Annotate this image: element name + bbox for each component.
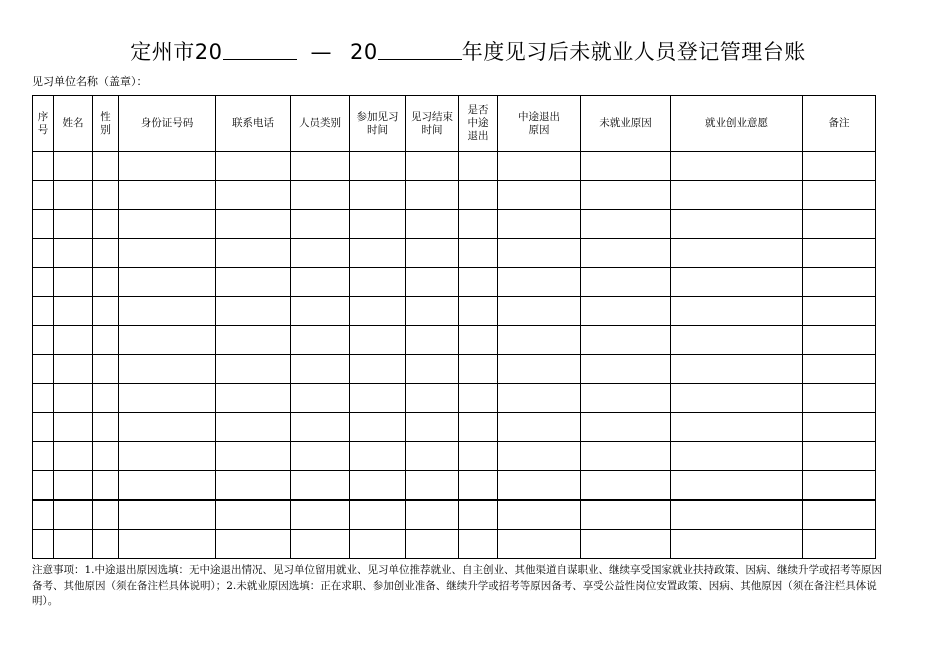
- table-cell[interactable]: [119, 297, 216, 326]
- table-cell[interactable]: [581, 181, 671, 210]
- table-cell[interactable]: [54, 152, 93, 181]
- table-cell[interactable]: [406, 442, 459, 471]
- table-cell[interactable]: [350, 384, 406, 413]
- table-cell[interactable]: [33, 210, 54, 239]
- table-row: [33, 500, 876, 530]
- table-cell[interactable]: [803, 210, 876, 239]
- table-cell[interactable]: [581, 355, 671, 384]
- table-cell[interactable]: [119, 530, 216, 559]
- table-cell[interactable]: [671, 413, 803, 442]
- title-dash: —: [310, 40, 332, 64]
- table-cell[interactable]: [803, 297, 876, 326]
- table-cell[interactable]: [291, 355, 350, 384]
- table-cell[interactable]: [406, 471, 459, 501]
- table-cell[interactable]: [671, 326, 803, 355]
- table-cell[interactable]: [119, 384, 216, 413]
- table-cell[interactable]: [406, 413, 459, 442]
- table-cell[interactable]: [54, 500, 93, 530]
- table-cell[interactable]: [33, 268, 54, 297]
- table-cell[interactable]: [119, 326, 216, 355]
- table-cell[interactable]: [803, 500, 876, 530]
- table-cell[interactable]: [216, 297, 291, 326]
- table-cell[interactable]: [406, 152, 459, 181]
- table-cell[interactable]: [291, 530, 350, 559]
- table-cell[interactable]: [54, 181, 93, 210]
- table-cell[interactable]: [350, 413, 406, 442]
- table-cell[interactable]: [671, 530, 803, 559]
- table-cell[interactable]: [119, 500, 216, 530]
- table-cell[interactable]: [406, 500, 459, 530]
- table-cell[interactable]: [54, 384, 93, 413]
- table-cell[interactable]: [93, 297, 119, 326]
- table-cell[interactable]: [498, 239, 581, 268]
- table-cell[interactable]: [350, 268, 406, 297]
- header-end-time: 见习结束时间: [406, 96, 459, 152]
- table-cell[interactable]: [93, 152, 119, 181]
- table-cell[interactable]: [54, 530, 93, 559]
- table-cell[interactable]: [803, 268, 876, 297]
- table-cell[interactable]: [350, 210, 406, 239]
- table-cell[interactable]: [54, 239, 93, 268]
- table-cell[interactable]: [93, 500, 119, 530]
- table-cell[interactable]: [216, 326, 291, 355]
- table-cell[interactable]: [216, 500, 291, 530]
- table-cell[interactable]: [406, 384, 459, 413]
- table-cell[interactable]: [459, 530, 498, 559]
- table-cell[interactable]: [33, 384, 54, 413]
- table-cell[interactable]: [581, 413, 671, 442]
- table-cell[interactable]: [93, 210, 119, 239]
- table-cell[interactable]: [581, 442, 671, 471]
- table-cell[interactable]: [671, 210, 803, 239]
- header-unemployed-reason: 未就业原因: [581, 96, 671, 152]
- table-cell[interactable]: [803, 413, 876, 442]
- table-row: [33, 152, 876, 181]
- table-cell[interactable]: [119, 355, 216, 384]
- table-cell[interactable]: [291, 152, 350, 181]
- table-cell[interactable]: [54, 326, 93, 355]
- table-cell[interactable]: [350, 355, 406, 384]
- table-cell[interactable]: [803, 181, 876, 210]
- table-cell[interactable]: [216, 384, 291, 413]
- table-cell[interactable]: [54, 210, 93, 239]
- table-cell[interactable]: [581, 210, 671, 239]
- table-row: [33, 413, 876, 442]
- table-cell[interactable]: [671, 239, 803, 268]
- table-cell[interactable]: [671, 268, 803, 297]
- table-cell[interactable]: [350, 239, 406, 268]
- table-cell[interactable]: [119, 471, 216, 501]
- table-cell[interactable]: [671, 500, 803, 530]
- table-row: [33, 297, 876, 326]
- table-cell[interactable]: [498, 297, 581, 326]
- table-cell[interactable]: [93, 268, 119, 297]
- table-cell[interactable]: [119, 268, 216, 297]
- table-cell[interactable]: [498, 500, 581, 530]
- table-cell[interactable]: [406, 326, 459, 355]
- table-cell[interactable]: [406, 297, 459, 326]
- table-cell[interactable]: [459, 413, 498, 442]
- table-cell[interactable]: [803, 355, 876, 384]
- table-cell[interactable]: [350, 471, 406, 501]
- table-cell[interactable]: [459, 297, 498, 326]
- table-cell[interactable]: [33, 471, 54, 501]
- table-cell[interactable]: [498, 442, 581, 471]
- header-seq: 序号: [33, 96, 54, 152]
- table-cell[interactable]: [216, 471, 291, 501]
- table-cell[interactable]: [350, 152, 406, 181]
- table-cell[interactable]: [216, 530, 291, 559]
- table-cell[interactable]: [93, 384, 119, 413]
- table-cell[interactable]: [581, 239, 671, 268]
- table-cell[interactable]: [54, 442, 93, 471]
- header-quit-reason: 中途退出原因: [498, 96, 581, 152]
- table-cell[interactable]: [216, 442, 291, 471]
- table-cell[interactable]: [291, 210, 350, 239]
- table-cell[interactable]: [581, 500, 671, 530]
- table-cell[interactable]: [119, 413, 216, 442]
- page-title: [0, 36, 936, 66]
- table-cell[interactable]: [216, 268, 291, 297]
- table-cell[interactable]: [119, 152, 216, 181]
- table-cell[interactable]: [803, 530, 876, 559]
- table-cell[interactable]: [216, 152, 291, 181]
- table-cell[interactable]: [93, 355, 119, 384]
- table-cell[interactable]: [459, 471, 498, 501]
- table-cell[interactable]: [33, 181, 54, 210]
- table-cell[interactable]: [498, 152, 581, 181]
- table-cell[interactable]: [498, 471, 581, 501]
- table-cell[interactable]: [119, 239, 216, 268]
- table-cell[interactable]: [498, 326, 581, 355]
- notes: 注意事项：1.中途退出原因选填：无中途退出情况、见习单位留用就业、见习单位推荐就业、自主创业、其他渠道自谋职业、继续享受国家就业扶持政策、因病、继续升学或招考等原因备考、其他原因（须在备注栏具体说明）；2.未就业原因选填：正在求职、参加创业准备、继续升学或招考等原因备考、享受公益性岗位安置政策、因病、其他原因（须在备注栏具体说明）。: [32, 564, 883, 607]
- table-cell[interactable]: [406, 530, 459, 559]
- table-cell[interactable]: [93, 442, 119, 471]
- table-cell[interactable]: [33, 355, 54, 384]
- table-cell[interactable]: [350, 297, 406, 326]
- table-row: [33, 326, 876, 355]
- table-cell[interactable]: [459, 152, 498, 181]
- table-cell[interactable]: [291, 268, 350, 297]
- table-cell[interactable]: [33, 442, 54, 471]
- table-row: [33, 268, 876, 297]
- table-cell[interactable]: [216, 239, 291, 268]
- table-cell[interactable]: [350, 442, 406, 471]
- table-row: [33, 530, 876, 559]
- table-cell[interactable]: [581, 268, 671, 297]
- table-cell[interactable]: [498, 181, 581, 210]
- table-row: [33, 384, 876, 413]
- table-cell[interactable]: [671, 442, 803, 471]
- table-cell[interactable]: [350, 500, 406, 530]
- table-cell[interactable]: [671, 471, 803, 501]
- table-cell[interactable]: [581, 530, 671, 559]
- table-cell[interactable]: [291, 413, 350, 442]
- table-cell[interactable]: [406, 210, 459, 239]
- table-cell[interactable]: [581, 384, 671, 413]
- table-cell[interactable]: [93, 471, 119, 501]
- table-cell[interactable]: [93, 413, 119, 442]
- header-gender: 性别: [93, 96, 119, 152]
- table-cell[interactable]: [54, 355, 93, 384]
- title-suffix: 年度见习后未就业人员登记管理台账: [461, 40, 806, 64]
- table-cell[interactable]: [216, 181, 291, 210]
- table-row: [33, 471, 876, 501]
- table-cell[interactable]: [671, 384, 803, 413]
- year-end-blank[interactable]: [378, 41, 462, 60]
- table-cell[interactable]: [498, 413, 581, 442]
- table-cell[interactable]: [459, 210, 498, 239]
- ledger-table: [32, 95, 876, 559]
- table-cell[interactable]: [54, 297, 93, 326]
- table-cell[interactable]: [803, 471, 876, 501]
- table-cell[interactable]: [498, 355, 581, 384]
- table-row: [33, 239, 876, 268]
- header-id-number: 身份证号码: [119, 96, 216, 152]
- table-cell[interactable]: [119, 210, 216, 239]
- table-cell[interactable]: [671, 181, 803, 210]
- table-cell[interactable]: [54, 471, 93, 501]
- table-cell[interactable]: [459, 268, 498, 297]
- table-cell[interactable]: [459, 500, 498, 530]
- year-start-blank[interactable]: [223, 41, 297, 60]
- table-cell[interactable]: [581, 297, 671, 326]
- table-cell[interactable]: [33, 297, 54, 326]
- table-cell[interactable]: [291, 239, 350, 268]
- header-category: 人员类别: [291, 96, 350, 152]
- header-quit-midway: 是否中途退出: [459, 96, 498, 152]
- table-row: [33, 210, 876, 239]
- header-phone: 联系电话: [216, 96, 291, 152]
- table-cell[interactable]: [671, 297, 803, 326]
- table-cell[interactable]: [459, 442, 498, 471]
- table-cell[interactable]: [216, 210, 291, 239]
- header-row: [33, 96, 876, 152]
- table-cell[interactable]: [498, 384, 581, 413]
- table-cell[interactable]: [33, 239, 54, 268]
- table-cell[interactable]: [291, 500, 350, 530]
- table-cell[interactable]: [671, 355, 803, 384]
- table-cell[interactable]: [93, 326, 119, 355]
- table-cell[interactable]: [581, 326, 671, 355]
- table-cell[interactable]: [119, 442, 216, 471]
- table-cell[interactable]: [291, 326, 350, 355]
- table-cell[interactable]: [803, 152, 876, 181]
- table-cell[interactable]: [406, 181, 459, 210]
- table-cell[interactable]: [406, 355, 459, 384]
- table-cell[interactable]: [216, 355, 291, 384]
- table-cell[interactable]: [803, 326, 876, 355]
- table-cell[interactable]: [498, 210, 581, 239]
- table-cell[interactable]: [350, 181, 406, 210]
- table-cell[interactable]: [581, 152, 671, 181]
- header-remarks: 备注: [803, 96, 876, 152]
- table-cell[interactable]: [33, 152, 54, 181]
- header-employment-intent: 就业创业意愿: [671, 96, 803, 152]
- table-cell[interactable]: [291, 442, 350, 471]
- title-prefix: 定州市20: [130, 40, 223, 64]
- table-cell[interactable]: [459, 355, 498, 384]
- unit-name-label: 见习单位名称（盖章）：: [32, 75, 148, 88]
- table-cell[interactable]: [291, 181, 350, 210]
- header-start-time: 参加见习时间: [350, 96, 406, 152]
- ledger-body: [33, 152, 876, 559]
- table-cell[interactable]: [459, 326, 498, 355]
- table-cell[interactable]: [406, 268, 459, 297]
- table-cell[interactable]: [119, 181, 216, 210]
- table-row: [33, 181, 876, 210]
- table-cell[interactable]: [93, 181, 119, 210]
- table-row: [33, 442, 876, 471]
- table-cell[interactable]: [291, 471, 350, 501]
- header-name: 姓名: [54, 96, 93, 152]
- table-cell[interactable]: [803, 384, 876, 413]
- table-cell[interactable]: [498, 530, 581, 559]
- table-cell[interactable]: [803, 239, 876, 268]
- table-cell[interactable]: [459, 239, 498, 268]
- table-cell[interactable]: [93, 239, 119, 268]
- table-cell[interactable]: [671, 152, 803, 181]
- table-row: [33, 355, 876, 384]
- table-cell[interactable]: [54, 413, 93, 442]
- table-cell[interactable]: [803, 442, 876, 471]
- table-cell[interactable]: [33, 413, 54, 442]
- table-cell[interactable]: [291, 384, 350, 413]
- table-cell[interactable]: [350, 530, 406, 559]
- table-cell[interactable]: [406, 239, 459, 268]
- table-cell[interactable]: [33, 530, 54, 559]
- table-cell[interactable]: [350, 326, 406, 355]
- table-cell[interactable]: [581, 471, 671, 501]
- table-cell[interactable]: [54, 268, 93, 297]
- table-cell[interactable]: [216, 413, 291, 442]
- table-cell[interactable]: [33, 326, 54, 355]
- title-middle: 20: [350, 40, 378, 64]
- table-cell[interactable]: [93, 530, 119, 559]
- table-cell[interactable]: [459, 384, 498, 413]
- table-cell[interactable]: [291, 297, 350, 326]
- table-cell[interactable]: [33, 500, 54, 530]
- table-cell[interactable]: [498, 268, 581, 297]
- table-cell[interactable]: [459, 181, 498, 210]
